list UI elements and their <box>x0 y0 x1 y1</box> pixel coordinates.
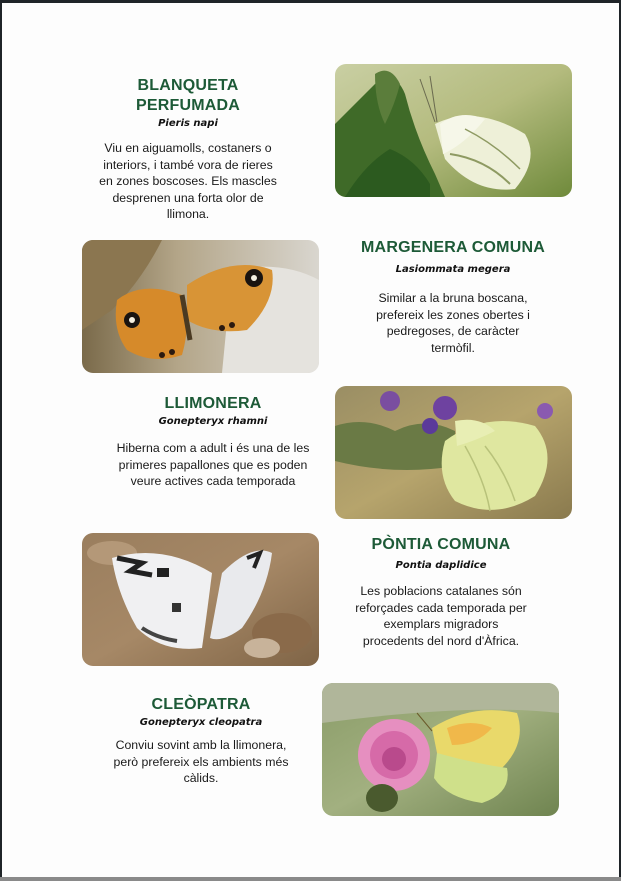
species-title: CLEÒPATRA <box>151 696 251 713</box>
photo-llimonera <box>335 386 572 519</box>
species-latin-name: Lasiommata megera <box>395 264 511 275</box>
species-description: Viu en aiguamolls, costaners o interiors, i també vora de rieres en zones boscoses. Els mascles desprenen una forta olor de llimona. <box>99 141 277 221</box>
species-title: LLIMONERA <box>164 395 262 412</box>
species-block-pontia <box>343 535 539 649</box>
photo-margenera-comuna <box>82 240 319 373</box>
species-title: PÒNTIA COMUNA <box>371 536 511 553</box>
species-block-blanqueta <box>84 76 292 223</box>
species-latin-name: Pontia daplidice <box>395 560 487 571</box>
species-latin-name: Pieris napi <box>158 118 218 129</box>
species-description: Conviu sovint amb la llimonera, però prefereix els ambients més càlids. <box>113 738 289 785</box>
species-block-cleopatra <box>101 695 301 787</box>
species-description: Similar a la bruna boscana, prefereix les zones obertes i pedregoses, de caràcter termòfil. <box>376 291 530 355</box>
photo-cleopatra <box>322 683 559 816</box>
photo-blanqueta-perfumada <box>335 64 572 197</box>
species-description: Hiberna com a adult i és una de les primeres papallones que es poden veure actives cada temporada <box>116 441 310 488</box>
page-border-top <box>0 0 621 3</box>
species-latin-name: Gonepteryx cleopatra <box>139 717 263 728</box>
page-border-left <box>0 0 2 881</box>
photo-pontia-comuna <box>82 533 319 666</box>
page-border-bottom <box>0 877 621 881</box>
species-description: Les poblacions catalanes són reforçades cada temporada per exemplars migradors procedents del nord d'Àfrica. <box>355 584 527 648</box>
species-latin-name: Gonepteryx rhamni <box>158 416 268 427</box>
species-title: MARGENERA COMUNA <box>361 239 545 256</box>
species-title: BLANQUETA PERFUMADA <box>135 77 241 114</box>
species-block-llimonera <box>114 394 312 490</box>
species-block-margenera <box>355 238 551 356</box>
